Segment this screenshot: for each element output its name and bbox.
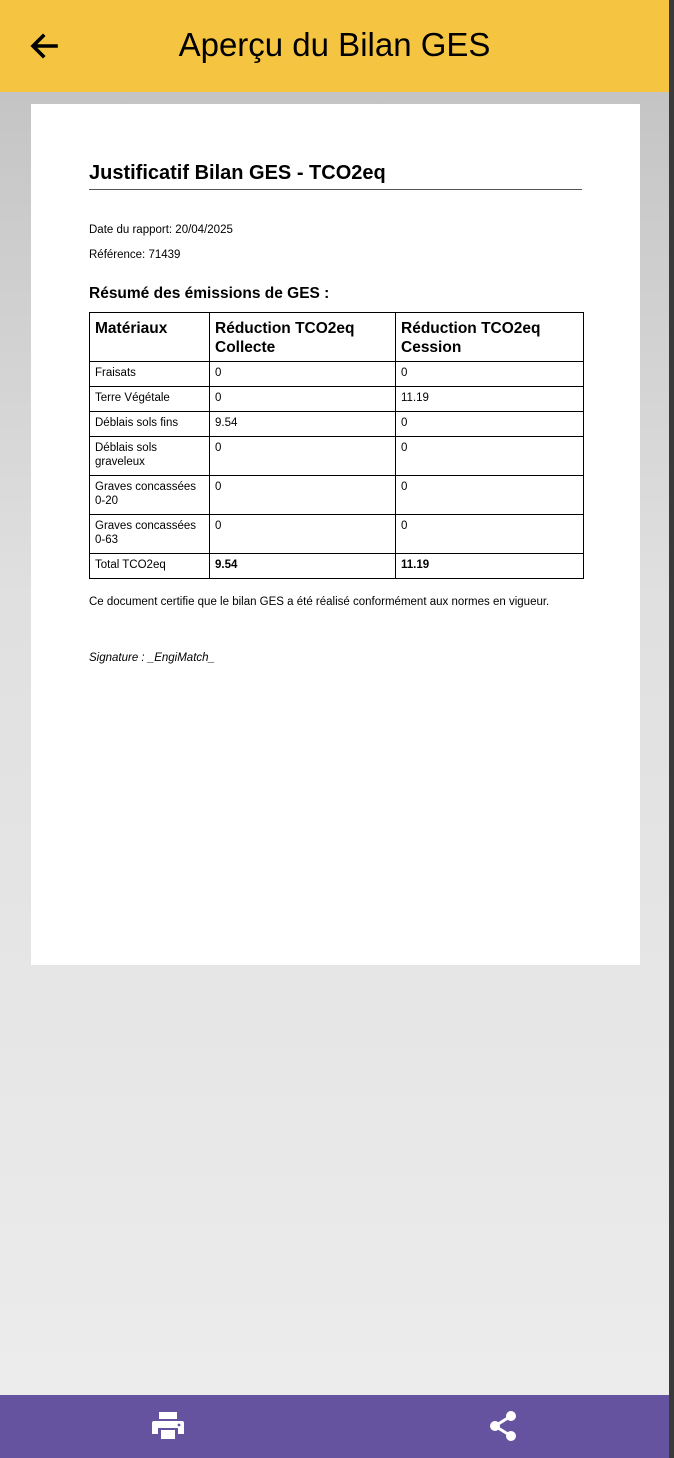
page-title: Aperçu du Bilan GES: [178, 26, 491, 63]
window-edge: [669, 0, 674, 1458]
collecte-cell: 0: [210, 437, 396, 476]
material-cell: Déblais sols fins: [90, 412, 210, 437]
collecte-cell: 9.54: [210, 412, 396, 437]
table-row: [90, 476, 584, 515]
share-icon: [485, 1409, 521, 1443]
bottom-action-bar: [0, 1395, 669, 1458]
certification-text: Ce document certifie que le bilan GES a été réalisé conformément aux normes en vigueur.: [89, 596, 550, 608]
table-row: [90, 515, 584, 554]
total-cession-cell: 11.19: [396, 554, 584, 579]
cession-cell: 0: [396, 362, 584, 387]
material-cell: Graves concassées 0-63: [90, 515, 210, 554]
emissions-table: [89, 312, 584, 579]
table-row: [90, 387, 584, 412]
total-collecte-cell: 9.54: [210, 554, 396, 579]
cession-cell: 11.19: [396, 387, 584, 412]
printer-icon: [150, 1409, 186, 1443]
signature-text: Signature : _EngiMatch_: [89, 652, 215, 664]
column-header: Matériaux: [90, 313, 210, 362]
document-preview: [31, 104, 640, 965]
print-button[interactable]: [150, 1409, 186, 1443]
collecte-cell: 0: [210, 362, 396, 387]
cession-cell: 0: [396, 515, 584, 554]
report-reference: Référence: 71439: [89, 249, 181, 261]
material-cell: Déblais sols graveleux: [90, 437, 210, 476]
table-row: [90, 437, 584, 476]
collecte-cell: 0: [210, 515, 396, 554]
document-title: Justificatif Bilan GES - TCO2eq: [89, 162, 582, 190]
cession-cell: 0: [396, 437, 584, 476]
table-row: [90, 412, 584, 437]
collecte-cell: 0: [210, 476, 396, 515]
section-title: Résumé des émissions de GES :: [89, 285, 330, 302]
cession-cell: 0: [396, 412, 584, 437]
collecte-cell: 0: [210, 387, 396, 412]
material-cell: Graves concassées 0-20: [90, 476, 210, 515]
table-header-row: [90, 313, 584, 362]
cession-cell: 0: [396, 476, 584, 515]
top-app-bar: [0, 0, 669, 92]
report-date: Date du rapport: 20/04/2025: [89, 224, 233, 236]
column-header: Réduction TCO2eq Cession: [396, 313, 584, 362]
total-label-cell: Total TCO2eq: [90, 554, 210, 579]
material-cell: Fraisats: [90, 362, 210, 387]
material-cell: Terre Végétale: [90, 387, 210, 412]
table-row: [90, 362, 584, 387]
table-total-row: [90, 554, 584, 579]
share-button[interactable]: [485, 1409, 521, 1443]
column-header: Réduction TCO2eq Collecte: [210, 313, 396, 362]
